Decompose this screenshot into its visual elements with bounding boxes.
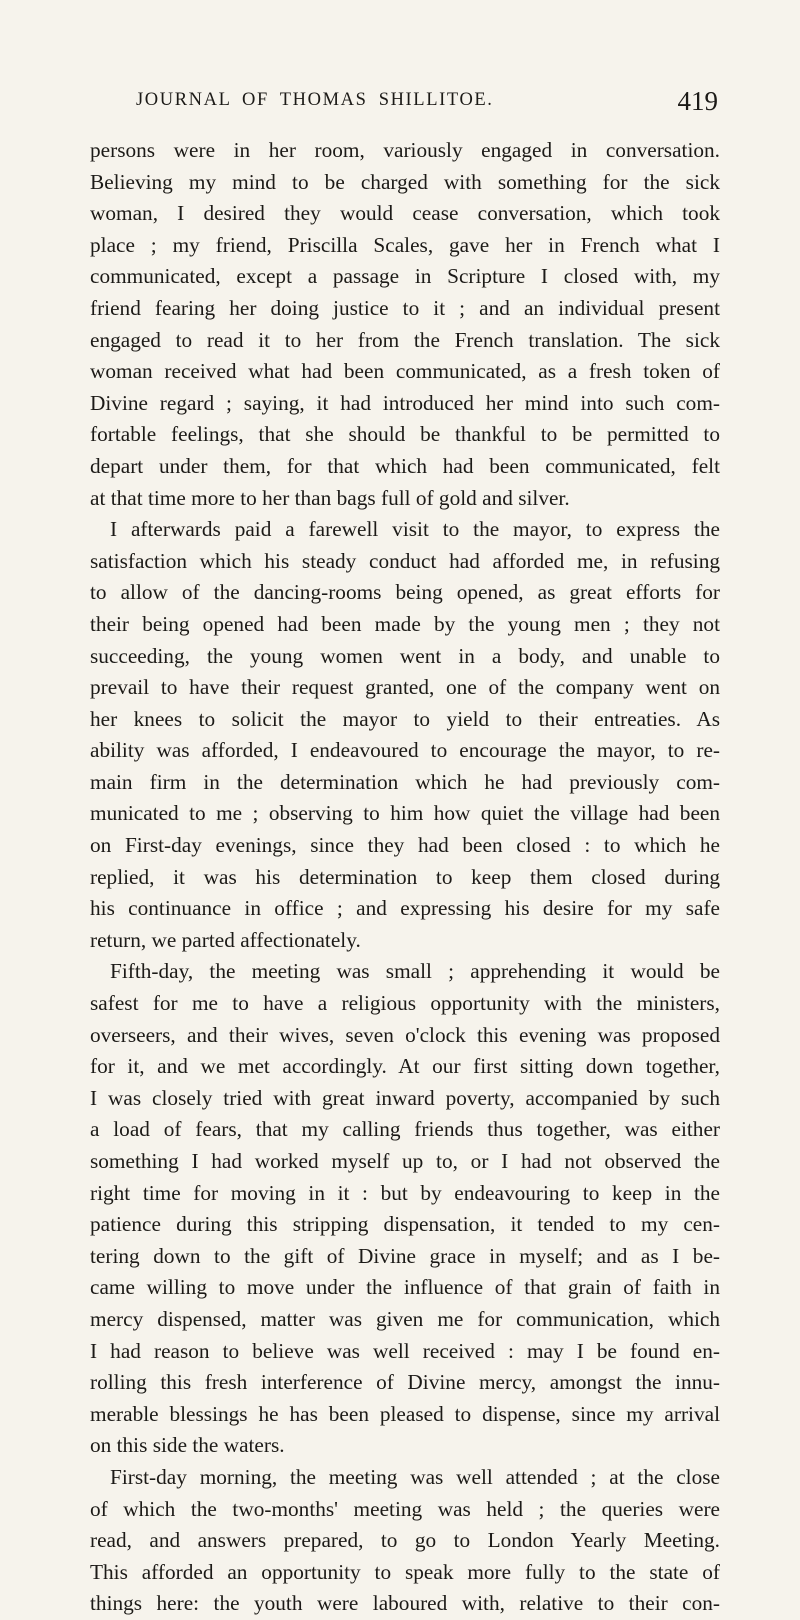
text-line: replied, it was his determination to keep them closed during xyxy=(90,864,720,889)
text-line: merable blessings he has been pleased to dispense, since my arrival xyxy=(90,1401,720,1426)
text-line: of which the two-months' meeting was held ; the queries were xyxy=(90,1496,720,1521)
text-line: communicated, except a passage in Scripture I closed with, my xyxy=(90,264,720,289)
text-line: fortable feelings, that she should be thankful to be permitted to xyxy=(90,422,720,447)
text-line: on First-day evenings, since they had been closed : to which he xyxy=(90,833,720,858)
text-line: a load of fears, that my calling friends thus together, was either xyxy=(90,1117,720,1142)
text-line: prevail to have their request granted, one of the company went on xyxy=(90,675,720,700)
text-line: for it, and we met accordingly. At our first sitting down together, xyxy=(90,1054,720,1079)
text-line: succeeding, the young women went in a body, and unable to xyxy=(90,643,720,668)
text-line: Divine regard ; saying, it had introduced her mind into such com- xyxy=(90,390,720,415)
text-line: right time for moving in it : but by endeavouring to keep in the xyxy=(90,1180,720,1205)
text-line: This afforded an opportunity to speak more fully to the state of xyxy=(90,1559,720,1584)
text-line: things here: the youth were laboured with, relative to their con- xyxy=(90,1591,720,1616)
page-number: 419 xyxy=(677,86,718,116)
text-line: mercy dispensed, matter was given me for communication, which xyxy=(90,1306,720,1331)
text-line: main firm in the determination which he had previously com- xyxy=(90,769,720,794)
text-line: Fifth-day, the meeting was small ; apprehending it would be xyxy=(110,959,720,984)
text-line: friend fearing her doing justice to it ; and an individual present xyxy=(90,295,720,320)
body-text xyxy=(90,135,720,1620)
text-line: ability was afforded, I endeavoured to encourage the mayor, to re- xyxy=(90,738,720,763)
text-line: woman received what had been communicated, as a fresh token of xyxy=(90,359,720,384)
page-header xyxy=(136,86,718,122)
text-line: her knees to solicit the mayor to yield to their entreaties. As xyxy=(90,706,720,731)
text-line: tering down to the gift of Divine grace in myself; and as I be- xyxy=(90,1243,720,1268)
text-line: their being opened had been made by the young men ; they not xyxy=(90,611,720,636)
text-line: I afterwards paid a farewell visit to the mayor, to express the xyxy=(110,517,720,542)
text-line: came willing to move under the influence of that grain of faith in xyxy=(90,1275,720,1300)
text-line: persons were in her room, variously engaged in conversation. xyxy=(90,138,720,162)
text-line: at that time more to her than bags full of gold and silver. xyxy=(90,485,570,510)
text-line: patience during this stripping dispensation, it tended to my cen- xyxy=(90,1212,720,1237)
text-line: his continuance in office ; and expressing his desire for my safe xyxy=(90,896,720,921)
text-line: Believing my mind to be charged with something for the sick xyxy=(90,169,720,194)
text-line: rolling this fresh interference of Divine mercy, amongst the innu- xyxy=(90,1370,720,1395)
text-line: to allow of the dancing-rooms being opened, as great efforts for xyxy=(90,580,720,605)
text-line: engaged to read it to her from the French translation. The sick xyxy=(90,327,720,352)
text-line: something I had worked myself up to, or I had not observed the xyxy=(90,1149,720,1173)
text-line: place ; my friend, Priscilla Scales, gave her in French what I xyxy=(90,232,720,257)
text-line: I had reason to believe was well received : may I be found en- xyxy=(90,1338,720,1363)
running-head: JOURNAL OF THOMAS SHILLITOE. xyxy=(136,90,494,110)
text-line: depart under them, for that which had been communicated, felt xyxy=(90,453,720,478)
text-line: overseers, and their wives, seven o'clock this evening was proposed xyxy=(90,1022,720,1047)
text-line: satisfaction which his steady conduct had afforded me, in refusing xyxy=(90,548,720,573)
text-line: return, we parted affectionately. xyxy=(90,927,361,952)
text-line: safest for me to have a religious opportunity with the ministers, xyxy=(90,991,720,1016)
text-line: woman, I desired they would cease conversation, which took xyxy=(90,201,720,226)
text-line: First-day morning, the meeting was well attended ; at the close xyxy=(110,1464,720,1489)
text-line: read, and answers prepared, to go to London Yearly Meeting. xyxy=(90,1528,720,1553)
text-line: municated to me ; observing to him how quiet the village had been xyxy=(90,801,720,826)
text-line: I was closely tried with great inward poverty, accompanied by such xyxy=(90,1085,720,1110)
text-line: on this side the waters. xyxy=(90,1433,285,1458)
